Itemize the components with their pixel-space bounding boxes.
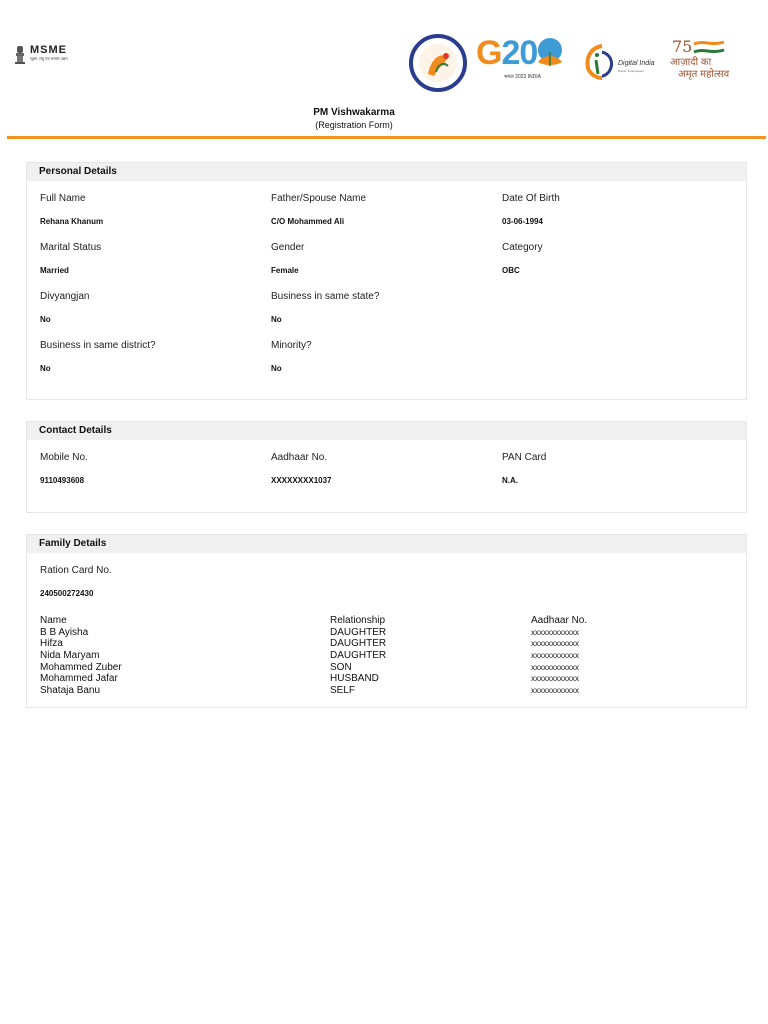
g20-subtitle: भारत 2023 INDIA	[504, 74, 541, 80]
digital-india-mark-icon	[584, 44, 618, 80]
member-aadhaar: xxxxxxxxxxxx	[531, 639, 579, 649]
field-category	[502, 242, 543, 276]
field-value: No	[271, 364, 282, 373]
member-name: Nida Maryam	[40, 650, 100, 662]
field-label: Divyangjan	[40, 291, 90, 302]
member-name: Shataja Banu	[40, 685, 101, 697]
form-title-block	[0, 106, 708, 131]
field-father-spouse-name	[271, 193, 366, 227]
field-value: XXXXXXXX1037	[271, 476, 332, 485]
field-value: 9110493608	[40, 476, 85, 485]
field-business-same-state	[271, 291, 379, 325]
table-header-row	[40, 615, 640, 627]
field-label: Ration Card No.	[40, 565, 112, 576]
svg-text:75: 75	[672, 37, 693, 56]
table-row	[40, 627, 640, 639]
field-value: No	[40, 315, 51, 324]
msme-logo	[14, 44, 100, 66]
field-full-name	[40, 193, 103, 227]
member-aadhaar: xxxxxxxxxxxx	[531, 651, 579, 661]
table-row	[40, 662, 640, 674]
field-value: 240500272430	[40, 589, 94, 598]
field-value: 03-06-1994	[502, 217, 543, 226]
field-value: OBC	[502, 266, 520, 275]
column-header-relationship: Relationship	[330, 615, 386, 626]
g20-logo-g: G	[476, 34, 502, 72]
field-value: No	[271, 315, 282, 324]
family-details-section	[26, 534, 747, 708]
field-value: Female	[271, 266, 299, 275]
section-heading: Family Details	[27, 535, 746, 553]
field-label: Full Name	[40, 193, 86, 204]
field-label: Date Of Birth	[502, 193, 560, 204]
field-label: Father/Spouse Name	[271, 193, 367, 204]
digital-india-text: Digital India	[618, 60, 655, 67]
member-name: Mohammed Zuber	[40, 661, 122, 673]
member-relationship: DAUGHTER	[330, 626, 387, 638]
field-divyangjan	[40, 291, 89, 325]
field-label: Business in same district?	[40, 340, 156, 351]
azadi-text-line2: अमृत महोत्सव	[678, 69, 730, 80]
member-relationship: DAUGHTER	[330, 650, 387, 662]
national-emblem-icon	[14, 44, 26, 66]
member-name: Hifza	[40, 638, 63, 650]
field-aadhaar-no	[271, 452, 331, 486]
member-relationship: SELF	[330, 685, 356, 697]
field-gender	[271, 242, 304, 276]
msme-brand-text: MSME	[30, 44, 67, 56]
azadi-text-line1: आज़ादी का	[670, 57, 712, 68]
member-aadhaar: xxxxxxxxxxxx	[531, 686, 579, 696]
field-label: Minority?	[271, 340, 312, 351]
column-header-aadhaar: Aadhaar No.	[531, 615, 588, 626]
pm-vishwakarma-logo-icon	[408, 34, 468, 92]
field-label: Gender	[271, 242, 305, 253]
table-row	[40, 685, 640, 697]
page-title: PM Vishwakarma	[313, 107, 395, 118]
member-aadhaar: xxxxxxxxxxxx	[531, 674, 579, 684]
field-value: No	[40, 364, 51, 373]
field-label: Category	[502, 242, 543, 253]
contact-details-section	[26, 421, 747, 513]
member-name: B B Ayisha	[40, 626, 89, 638]
g20-logo-20: 20	[501, 34, 538, 72]
field-date-of-birth	[502, 193, 560, 227]
azadi-ka-amrit-mahotsav-logo	[670, 36, 738, 84]
field-label: Aadhaar No.	[271, 452, 328, 463]
field-pan-card	[502, 452, 546, 486]
member-relationship: SON	[330, 661, 352, 673]
field-value: Married	[40, 266, 69, 275]
field-minority	[271, 340, 312, 374]
table-row	[40, 673, 640, 685]
digital-india-logo	[582, 40, 662, 82]
field-business-same-district	[40, 340, 156, 374]
member-aadhaar: xxxxxxxxxxxx	[531, 627, 579, 637]
member-name: Mohammed Jafar	[40, 673, 118, 685]
member-aadhaar: xxxxxxxxxxxx	[531, 662, 579, 672]
field-label: PAN Card	[502, 452, 547, 463]
section-heading: Contact Details	[27, 422, 746, 440]
lotus-globe-icon	[530, 36, 570, 72]
partner-logos	[408, 34, 738, 92]
member-relationship: HUSBAND	[330, 673, 379, 685]
field-label: Marital Status	[40, 242, 102, 253]
field-value: N.A.	[502, 476, 518, 485]
g20-logo	[474, 34, 574, 86]
msme-tagline: सूक्ष्म, लघु एवं मध्यम उद्यम	[30, 56, 68, 61]
column-header-name: Name	[40, 615, 67, 626]
page-header	[0, 0, 768, 140]
section-heading: Personal Details	[27, 163, 746, 181]
field-mobile-no	[40, 452, 88, 486]
field-ration-card-no	[40, 565, 112, 599]
page-subtitle: (Registration Form)	[315, 120, 393, 130]
digital-india-subtext: Power To Empower	[618, 69, 644, 73]
field-value: C/O Mohammed Ali	[271, 217, 345, 226]
field-label: Mobile No.	[40, 452, 88, 463]
field-label: Business in same state?	[271, 291, 380, 302]
field-marital-status	[40, 242, 101, 276]
field-value: Rehana Khanum	[40, 217, 104, 226]
header-divider	[7, 136, 766, 139]
personal-details-section	[26, 162, 747, 400]
family-members-table	[40, 615, 640, 697]
table-row	[40, 650, 640, 662]
member-relationship: DAUGHTER	[330, 638, 387, 650]
table-row	[40, 638, 640, 650]
